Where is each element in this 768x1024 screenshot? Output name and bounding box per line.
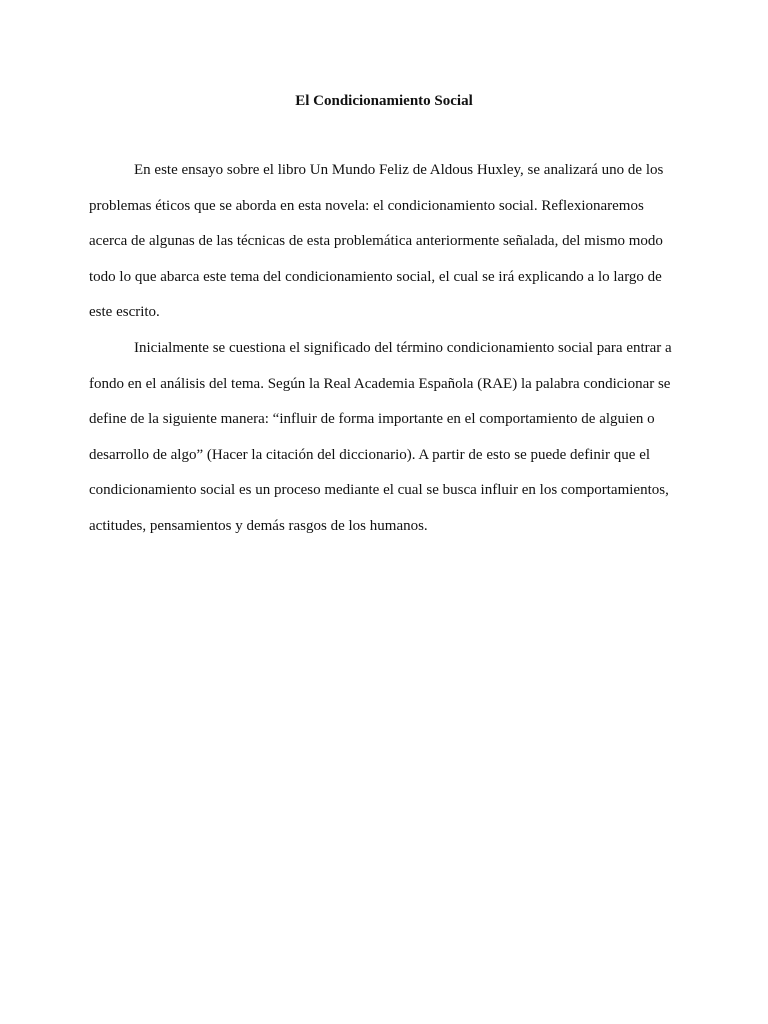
paragraph-line: fondo en el análisis del tema. Según la Real Academia Española (RAE) la palabra condicionar se (89, 375, 671, 392)
paragraph-line: problemas éticos que se aborda en esta novela: el condicionamiento social. Reflexionaremos (89, 197, 644, 214)
paragraph-line: este escrito. (89, 304, 160, 321)
paragraph-2 (89, 331, 689, 545)
paragraph-line: condicionamiento social es un proceso mediante el cual se busca influir en los comportamientos, (89, 482, 669, 499)
document-body (89, 153, 689, 545)
paragraph-line: define de la siguiente manera: “influir de forma importante en el comportamiento de alguien o (89, 411, 655, 428)
paragraph-line: actitudes, pensamientos y demás rasgos de los humanos. (89, 517, 428, 534)
paragraph-line: En este ensayo sobre el libro Un Mundo Feliz de Aldous Huxley, se analizará uno de los (134, 162, 664, 178)
paragraph-line: desarrollo de algo” (Hacer la citación del diccionario). A partir de esto se puede definir que el (89, 446, 651, 463)
document-title: El Condicionamiento Social (295, 93, 473, 109)
paragraph-line: todo lo que abarca este tema del condicionamiento social, el cual se irá explicando a lo largo de (89, 268, 662, 285)
paragraph-line: acerca de algunas de las técnicas de esta problemática anteriormente señalada, del mismo modo (89, 233, 663, 250)
paragraph-line: Inicialmente se cuestiona el significado del término condicionamiento social para entrar a (134, 339, 672, 356)
paragraph-1 (89, 153, 689, 331)
